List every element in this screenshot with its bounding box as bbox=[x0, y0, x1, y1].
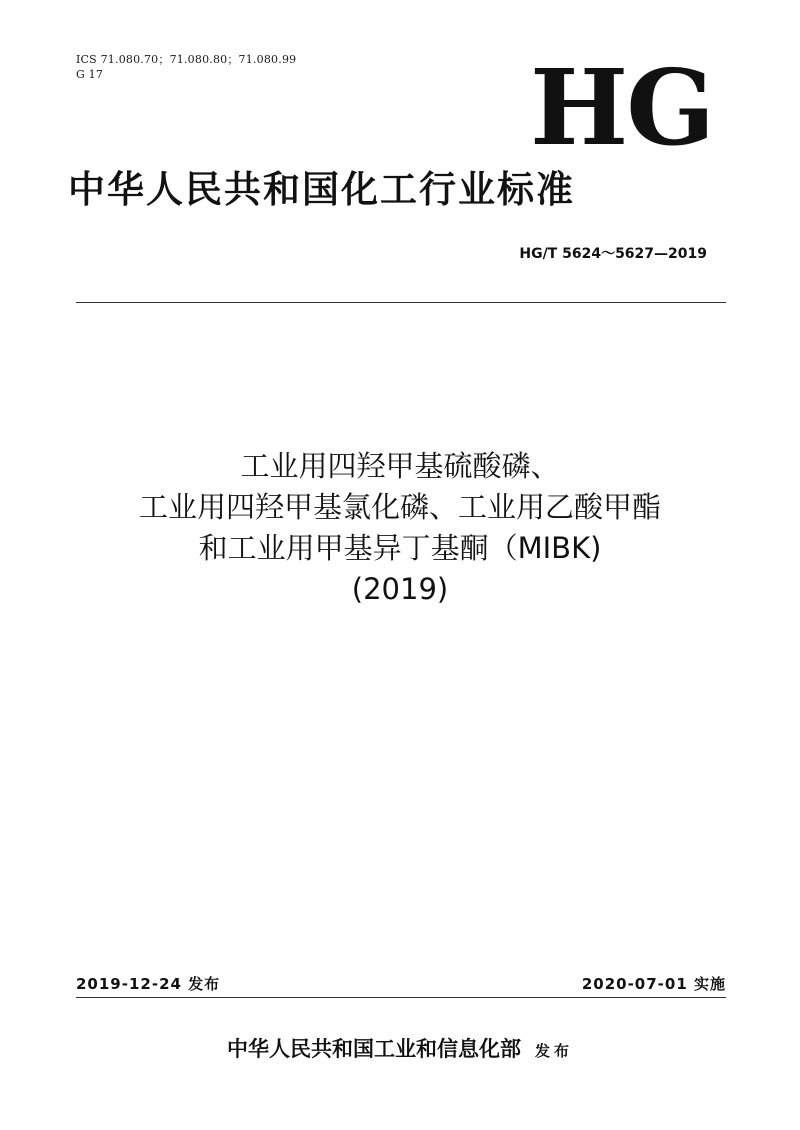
hg-logo: HG bbox=[530, 46, 714, 169]
bottom-divider bbox=[76, 997, 726, 998]
classification-block bbox=[76, 52, 296, 82]
issuing-authority bbox=[0, 1034, 800, 1066]
document-title bbox=[0, 446, 800, 610]
publish-date: 2019-12-24 发布 bbox=[76, 975, 221, 993]
date-row bbox=[76, 973, 726, 995]
document-title-line: (2019) bbox=[351, 572, 449, 606]
document-title-line: 和工业用甲基异丁基酮（MIBK) bbox=[198, 531, 602, 565]
document-title-line: 工业用四羟甲基氯化磷、工业用乙酸甲酯 bbox=[138, 490, 661, 524]
standard-number: HG/T 5624～5627—2019 bbox=[519, 246, 707, 262]
ics-code: ICS 71.080.70；71.080.80；71.080.99 bbox=[76, 53, 297, 66]
ccs-code: G 17 bbox=[76, 68, 104, 81]
issuer-name: 中华人民共和国工业和信息化部 bbox=[226, 1037, 521, 1061]
top-divider bbox=[76, 302, 726, 303]
standard-category-title: 中华人民共和国化工行业标准 bbox=[68, 168, 575, 211]
issuer-action: 发布 bbox=[534, 1042, 573, 1060]
document-title-line: 工业用四羟甲基硫酸磷、 bbox=[240, 449, 560, 483]
effective-date: 2020-07-01 实施 bbox=[581, 975, 726, 993]
